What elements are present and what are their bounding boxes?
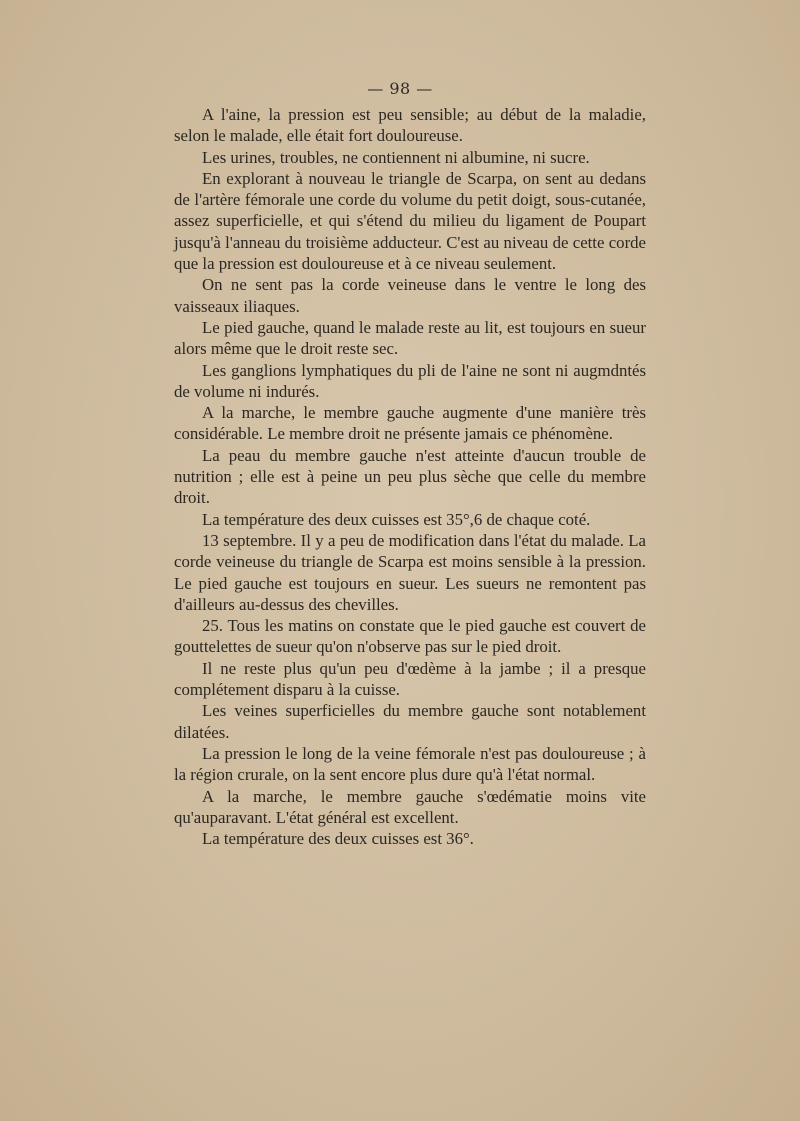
paragraph: En explorant à nouveau le triangle de Scarpa, on sent au dedans de l'artère fémorale une corde du volume du petit doigt, sous-cutanée, assez superficielle, et qui s'étend du milieu du ligament de Poupart jusqu'à l'anneau du troisième adducteur. C'est au niveau de cette corde que la pression est douloureuse et à ce niveau seulement.: [174, 168, 646, 274]
paragraph: Les urines, troubles, ne contiennent ni albumine, ni sucre.: [202, 147, 590, 167]
paragraph: A l'aine, la pression est peu sensible; au début de la maladie, selon le malade, elle était fort douloureuse.: [174, 105, 646, 146]
paragraph: Les ganglions lymphatiques du pli de l'aine ne sont ni augmdntés de volume ni indurés.: [174, 360, 646, 401]
paragraph: Le pied gauche, quand le malade reste au lit, est toujours en sueur alors même que le droit reste sec.: [174, 317, 646, 359]
paragraph: Les veines superficielles du membre gauche sont notablement dilatées.: [174, 701, 646, 742]
paragraph: 25. Tous les matins on constate que le pied gauche est couvert de gouttelettes de sueur qu'on n'observe pas sur le pied droit.: [174, 616, 646, 657]
body-text: [174, 104, 646, 849]
paragraph: La pression le long de la veine fémorale n'est pas douloureuse ; à la région crurale, on la sent encore plus dure qu'à l'état normal.: [174, 743, 646, 785]
paragraph: La peau du membre gauche n'est atteinte d'aucun trouble de nutrition ; elle est à peine un peu plus sèche que celle du membre droit.: [174, 445, 646, 508]
paragraph: 13 septembre. Il y a peu de modification dans l'état du malade. La corde veineuse du triangle de Scarpa est moins sensible à la pression. Le pied gauche est toujours en sueur. Les sueurs ne remontent pas d'ailleurs au-dessus des chevilles.: [174, 530, 646, 614]
paragraph: La température des deux cuisses est 35°,6 de chaque coté.: [202, 509, 591, 529]
page-number: — 98 —: [367, 79, 433, 98]
paragraph: Il ne reste plus qu'un peu d'œdème à la jambe ; il a presque complétement disparu à la cuisse.: [174, 658, 646, 700]
paragraph: On ne sent pas la corde veineuse dans le ventre le long des vaisseaux iliaques.: [174, 275, 646, 316]
paragraph: A la marche, le membre gauche augmente d'une manière très considérable. Le membre droit ne présente jamais ce phénomène.: [174, 403, 646, 444]
paragraph: La température des deux cuisses est 36°.: [202, 829, 474, 849]
paragraph: A la marche, le membre gauche s'œdématie moins vite qu'auparavant. L'état général est excellent.: [174, 786, 646, 827]
